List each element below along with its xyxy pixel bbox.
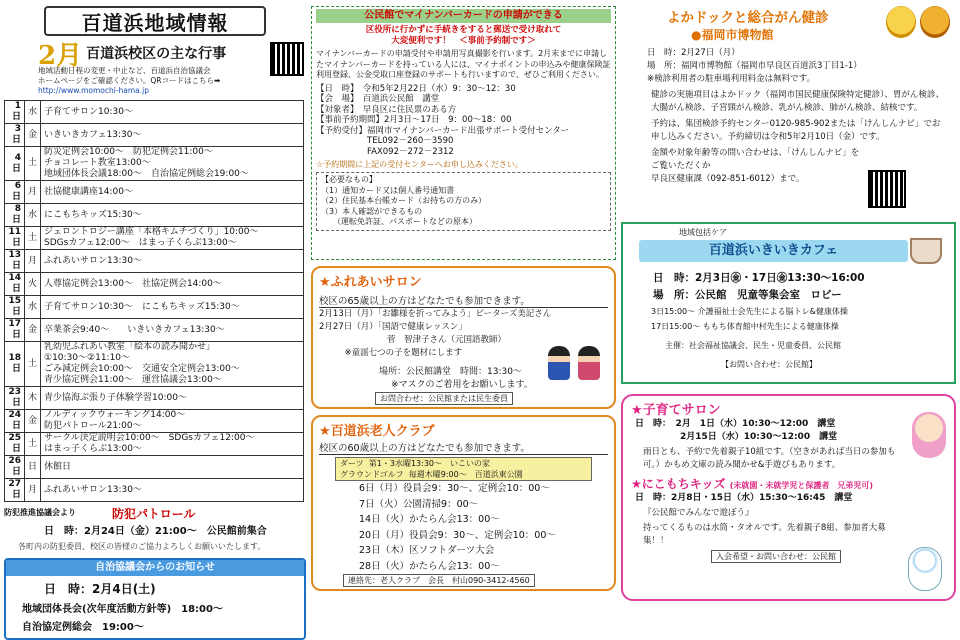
- rojin-event: 28日（火）かたらん会13：00～: [359, 560, 500, 572]
- fureai-place: 場所：公民館講堂 時間：13:30～: [379, 367, 522, 377]
- yoka-date: 日 時：2月27日（月）: [647, 48, 740, 58]
- table-row: [5, 387, 304, 410]
- hina-dolls-icon: [548, 346, 600, 380]
- table-row: [5, 101, 304, 124]
- schedule-weekday: 金: [25, 410, 41, 433]
- rojin-event: 23日（木）区ソフトダーツ大会: [359, 545, 495, 556]
- kosodate-title: ★子育てサロン: [631, 403, 721, 418]
- schedule-events: 社協健康講座14:00～: [41, 181, 304, 204]
- schedule-weekday: 日: [25, 456, 41, 479]
- jichi-line: 自治協定例総会 19:00～: [22, 622, 144, 633]
- schedule-events: ノルディックウォーキング14:00～ 防犯パトロール21:00～: [41, 410, 304, 433]
- snowman-icon: [908, 547, 942, 591]
- schedule-events: 休館日: [41, 456, 304, 479]
- schedule-day: 8日: [5, 204, 25, 227]
- rojin-contact: 連絡先：老人クラブ 会長 村山090-3412-4560: [343, 574, 535, 587]
- schedule-weekday: 土: [25, 433, 41, 456]
- fureai-subtitle: 校区の65歳以上の方はどなたでも参加できます。: [319, 293, 608, 308]
- yoka-inquiry: 金額や対象年齢等の問い合わせは、「けんしんナビ」をご覧いただくか: [651, 148, 860, 171]
- schedule-day: 3日: [5, 124, 25, 147]
- table-row: [5, 319, 304, 342]
- yoka-body: [647, 47, 948, 186]
- coffee-cup-icon: [910, 238, 942, 264]
- schedule-events: 青少協海ぶ張り子体験学習10:00～: [41, 387, 304, 410]
- mynumber-detail-line: TEL092－260－3590: [316, 136, 454, 146]
- iki-label: 地域包括ケア: [679, 228, 727, 237]
- rojin-title: ★百道浜老人クラブ: [319, 424, 435, 439]
- fureai-salon: [311, 266, 616, 409]
- schedule-events: ジェロントロジー講座「本格キムチづくり」10:00～ SDGsカフェ12:00～ はまっ子くらぶ13:00～: [41, 227, 304, 250]
- iki-place: 場 所：公民館 児童等集会室 ロビー: [653, 289, 842, 301]
- nikomochi-subtitle: (未就園・未就学児と保護者 兄弟児可): [729, 481, 874, 490]
- mynumber-detail-line: 【会 場】 百道浜公民館 講堂: [316, 94, 440, 104]
- schedule-weekday: 土: [25, 342, 41, 387]
- table-row: [5, 456, 304, 479]
- mynumber-highlight: 大変便利です！ ＜事前予約制です＞: [391, 36, 536, 46]
- mynumber-detail-line: 【事前予約期間】2月3日～17日 9：00～18：00: [316, 115, 512, 125]
- yoka-place: 場 所：福岡市博物館（福岡市早良区百道浜3丁目1-1）: [647, 61, 862, 71]
- schedule-day: 14日: [5, 273, 25, 296]
- patrol-title: 防犯パトロール: [112, 507, 196, 521]
- required-item: （2）住民基本台帳カード（お持ちの方のみ）: [321, 196, 487, 205]
- iki-organizer: 主催：社会福祉協議会、民生・児童委員、公民館: [665, 341, 841, 350]
- schedule-weekday: 水: [25, 101, 41, 124]
- schedule-day: 4日: [5, 147, 25, 181]
- yoka-items: 健診の実施項目はよかドック（福岡市国民健康保険特定健診）、胃がん検診、大腸がん検診、子宮頸がん検診、乳がん検診、肺がん検診、結核です。: [651, 90, 944, 113]
- fureai-line: 2月13日（月）「お雛様を折ってみよう」ピーターズ美記さん: [319, 309, 552, 319]
- rojin-subtitle: 校区の60歳以上の方はどなたでも参加できます。: [319, 440, 608, 455]
- schedule-events: 子育てサロン10:30～ にこもちキッズ15:30～: [41, 296, 304, 319]
- fureai-contact: お問合わせ：公民館または民生委員: [375, 392, 513, 405]
- nikomochi-body: 『公民館でみんなで遊ぼう』: [643, 508, 754, 518]
- kosodate-body: 雨日とも、予約で先着親子10組です。（空きがあれば当日の参加も可。）かもめ文庫の読み聞かせ&手遊びもあります。: [643, 447, 896, 470]
- schedule-weekday: 木: [25, 387, 41, 410]
- mynumber-details: [316, 84, 611, 158]
- rojin-event: 7日（火）公園清掃9：00～: [359, 498, 479, 510]
- doll-icon: [548, 346, 570, 380]
- schedule-weekday: 月: [25, 181, 41, 204]
- schedule-events: いきいきカフェ13:30～: [41, 124, 304, 147]
- iki-date: 日 時：2月3日㊎・17日㊎13:30～16:00: [653, 272, 865, 284]
- baby-icon: [912, 412, 946, 458]
- table-row: [5, 433, 304, 456]
- table-row: [5, 181, 304, 204]
- schedule-events: 子育てサロン10:30～: [41, 101, 304, 124]
- yoka-contact: 早良区健康課（092-851-6012）まで。: [651, 174, 805, 184]
- qr-code-icon: [868, 170, 906, 208]
- mascot-icon: [920, 6, 950, 38]
- nikomochi-line: 日 時：2月8日・15日（水）15:30～16:45 講堂: [635, 493, 853, 503]
- kosodate-salon: [621, 394, 956, 601]
- schedule-day: 23日: [5, 387, 25, 410]
- schedule-day: 11日: [5, 227, 25, 250]
- rojin-event: 20日（月）役員会9：30～、定例会10：00～: [359, 529, 556, 541]
- fureai-mask-note: ※マスクのご着用をお願いします。: [391, 380, 533, 390]
- schedule-day: 26日: [5, 456, 25, 479]
- nikomochi-body: 持ってくるものは水筒・タオルです。先着親子8組、参加者大募集！！: [643, 523, 886, 546]
- mynumber-highlight: 区役所に行かずに手続きをすると郵送で受け取れて: [365, 25, 562, 35]
- required-item: （3）本人確認ができるもの: [321, 206, 423, 216]
- schedule-weekday: 水: [25, 204, 41, 227]
- fureai-line: 菅 智津子さん（元国語教師）: [319, 335, 507, 345]
- month-header: [4, 40, 306, 71]
- required-item: （運転免許証、パスポートなどの原本）: [321, 217, 477, 226]
- schedule-day: 15日: [5, 296, 25, 319]
- schedule-table: [4, 100, 304, 502]
- rojin-activities: ダーツ 第1・3水曜13:30～ いこいの家 グラウンドゴルフ 毎週木曜9:00～ 百道浜東公園: [335, 457, 592, 481]
- schedule-weekday: 土: [25, 227, 41, 250]
- patrol-note: 各町内の防犯委員、校区の皆様のご協力よろしくお願いいたします。: [18, 542, 266, 551]
- rojin-club: [311, 415, 616, 591]
- table-row: [5, 479, 304, 502]
- fureai-line: ※童謡七つの子を題材にします: [319, 348, 463, 358]
- nikomochi-contact: 入会希望・お問い合わせ：公民館: [711, 550, 841, 563]
- schedule-weekday: 月: [25, 250, 41, 273]
- schedule-day: 13日: [5, 250, 25, 273]
- schedule-day: 24日: [5, 410, 25, 433]
- table-row: [5, 124, 304, 147]
- rojin-events: [319, 481, 608, 574]
- iki-line: 17日15:00～ ももち体育館中村先生による健康体操: [651, 322, 839, 331]
- mascot-icon: [886, 6, 950, 38]
- column-right: [621, 0, 956, 607]
- schedule-day: 18日: [5, 342, 25, 387]
- schedule-events: ふれあいサロン13:30～: [41, 479, 304, 502]
- table-row: [5, 147, 304, 181]
- mynumber-detail-line: FAX092－272－2312: [316, 146, 454, 157]
- jichi-heading: 自治協議会からのお知らせ: [6, 560, 304, 576]
- schedule-weekday: 金: [25, 319, 41, 342]
- mynumber-detail-line: 【予約受付】福岡市マイナンバーカード出張サポート受付センター: [316, 125, 570, 136]
- doll-icon: [578, 346, 600, 380]
- iki-contact: 【お問い合わせ：公民館】: [721, 360, 817, 369]
- patrol-date: 日 時：2月24日（金）21:00～ 公民館前集合: [44, 526, 267, 537]
- required-item: （1）通知カード又は個人番号通知書: [321, 185, 455, 195]
- rojin-event: 14日（火）かたらん会13：00～: [359, 514, 500, 525]
- nikomochi-title: ★にこもちキッズ (未就園・未就学児と保護者 兄弟児可): [631, 477, 874, 491]
- qr-code-icon: [270, 42, 304, 76]
- schedule-day: 25日: [5, 433, 25, 456]
- schedule-weekday: 金: [25, 124, 41, 147]
- ikiiki-cafe: [621, 222, 956, 384]
- schedule-weekday: 水: [25, 296, 41, 319]
- mynumber-body: マイナンバーカードの申請受付や申請用写真撮影を行います。2月末までに申請したマイナンバーカードを持っている人には、マイナポイントの申込みや健康保険証利用登録、公金受取口座登録のサポートも行いますので、ぜひご利用ください。: [316, 49, 611, 79]
- mynumber-note: ☆予約期間に上記の受付センターへお申し込みください。: [316, 160, 523, 169]
- month-title: 百道浜校区の主な行事: [86, 46, 227, 62]
- schedule-events: 乳幼児ふれあい教室「絵本の読み聞かせ」 ①10:30～②11:10～ ごみ減定例会10:00～ 交通安全定例会13:00～ 青少協定例会11:00～ 運営協議会13:00～: [41, 342, 304, 387]
- fureai-line: 2月27日（月）「国語で健康レッスン」: [319, 322, 467, 332]
- mynumber-detail-line: 【日 時】 令和5年2月22日（水）9：30～12：30: [316, 83, 516, 94]
- iki-line: 3日15:00～ 介護福祉士会先生による脳トレ&健康体操: [651, 307, 848, 316]
- yoka-venue-title: ●福岡市博物館: [691, 28, 774, 42]
- mynumber-heading: 公民館でマイナンバーカードの申請ができる: [316, 9, 611, 23]
- schedule-events: 卒業茶会9:40～ いきいきカフェ13:30～: [41, 319, 304, 342]
- month-label: 2月: [38, 40, 83, 71]
- page-title: 百道浜地域情報: [44, 6, 266, 36]
- mynumber-notice: [311, 6, 616, 260]
- schedule-note: 地域活動日程の変更・中止など、百道浜自治協議会 ホームページをご確認ください。QRコードはこちら➡ http://www.momochi-hama.jp: [38, 66, 263, 96]
- fureai-title: ★ふれあいサロン: [319, 275, 422, 290]
- table-row: [5, 204, 304, 227]
- homepage-link[interactable]: http://www.momochi-hama.jp: [38, 86, 150, 95]
- yoka-parking: ※検診利用者の駐車場利用料金は無料です。: [647, 74, 815, 84]
- schedule-events: 人尊協定例会13:00～ 社協定例会14:00～: [41, 273, 304, 296]
- schedule-weekday: 土: [25, 147, 41, 181]
- schedule-day: 6日: [5, 181, 25, 204]
- table-row: [5, 227, 304, 250]
- schedule-day: 17日: [5, 319, 25, 342]
- table-row: [5, 273, 304, 296]
- schedule-weekday: 月: [25, 479, 41, 502]
- schedule-day: 27日: [5, 479, 25, 502]
- table-row: [5, 342, 304, 387]
- schedule-events: 防災定例会10:00～ 防犯定例会11:00～ チョコレート教室13:00～ 地域団体長会議18:00～ 自治協定例総会19:00～: [41, 147, 304, 181]
- jichi-line: 地域団体長会(次年度活動方針等) 18:00～: [22, 604, 223, 615]
- iki-heading: 百道浜いきいきカフェ: [639, 240, 908, 262]
- schedule-events: ふれあいサロン13:30～: [41, 250, 304, 273]
- yoka-reservation: 予約は、集団検診予約センター0120-985-902または「けんしんナビ」でお申し込みください。予約締切は令和5年2月10日（金）です。: [651, 119, 941, 142]
- schedule-events: サークル決定説明会10:00～ SDGsカフェ12:00～ はまっ子くらぶ13:00～: [41, 433, 304, 456]
- mascot-icon: [886, 6, 916, 38]
- table-row: [5, 296, 304, 319]
- table-row: [5, 410, 304, 433]
- required-items: 【必要なもの】 （1）通知カード又は個人番号通知書 （2）住民基本台帳カード（お持ちの方のみ） （3）本人確認ができるもの （運転免許証、パスポートなどの原本）: [316, 172, 611, 231]
- kosodate-line: 日 時： 2月 1日（水）10:30～12:00 講堂: [635, 419, 836, 429]
- jichi-date: 日 時：2月4日(土): [44, 582, 156, 596]
- kosodate-line: 2月15日（水）10:30～12:00 講堂: [635, 432, 838, 442]
- column-left: [4, 0, 306, 640]
- patrol-label: 防犯推進協議会より: [4, 508, 76, 517]
- rojin-event: 6日（月）役員会9：30～、定例会10：00～: [359, 483, 550, 494]
- column-middle: [311, 0, 616, 591]
- yoka-title: よかドックと総合がん健診: [667, 10, 829, 26]
- table-row: [5, 250, 304, 273]
- mynumber-detail-line: 【対象者】 早良区に住民票のある方: [316, 104, 457, 115]
- schedule-day: 1日: [5, 101, 25, 124]
- schedule-weekday: 火: [25, 273, 41, 296]
- schedule-events: にこもちキッズ15:30～: [41, 204, 304, 227]
- patrol-section: [4, 507, 306, 552]
- jichi-notice: [4, 558, 306, 640]
